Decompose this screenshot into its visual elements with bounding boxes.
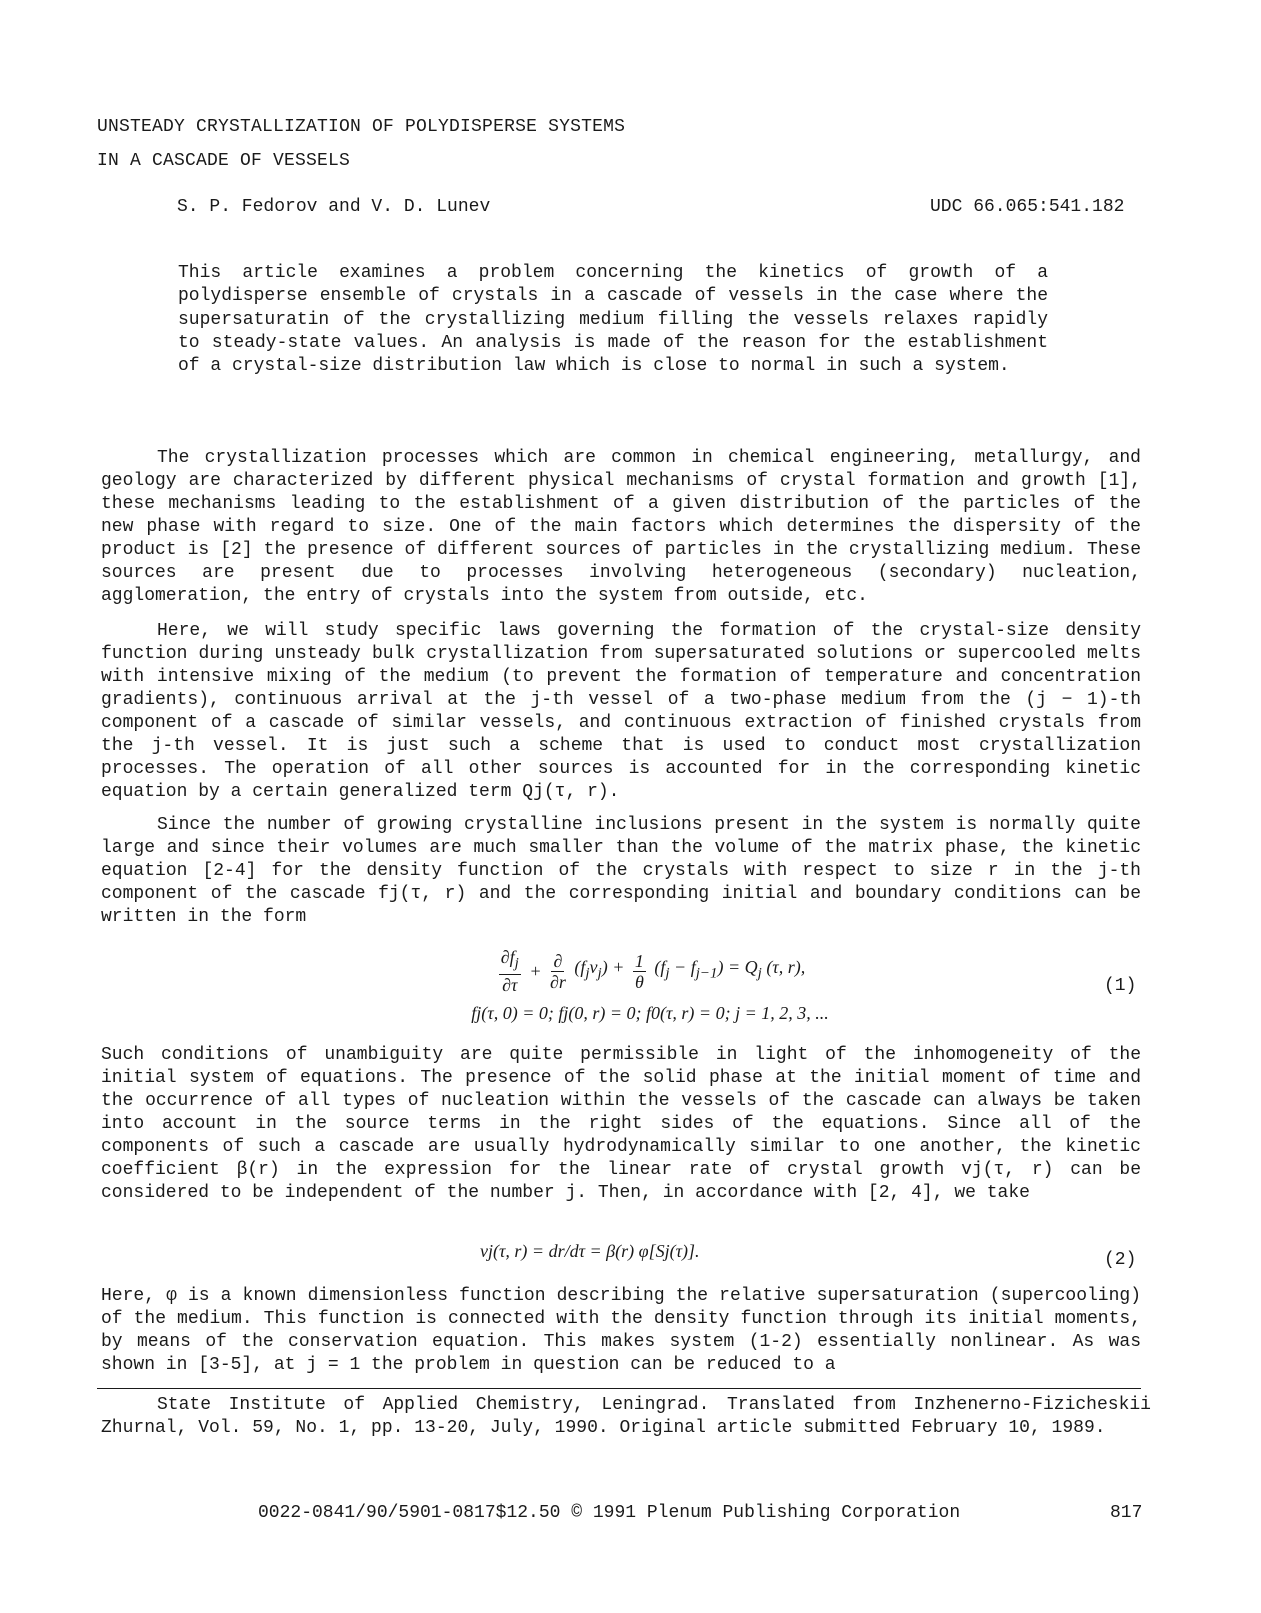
paragraph-text: Such conditions of unambiguity are quite permissible in light of the inhomogeneity of the initial system of equations. The presence of the solid phase at the initial moment of time and the occurrence of all types of nucleation within the vessels of the cascade can always be taken into account in the source terms in the right sides of the equations. Since all of the components of such a cascade are usually hydrodynamically similar to one another, the kinetic coefficient β(r) in the expression for the linear rate of crystal growth vj(τ, r) can be considered to be independent of the number j. Then, in accordance with [2, 4], we take bbox=[101, 1045, 1141, 1203]
article-title bbox=[97, 116, 997, 184]
paragraph-4 bbox=[101, 1044, 1141, 1205]
fraction-one-theta: $\frac{1}{\theta}$ bbox=[634, 950, 644, 992]
fraction-d-dr: $\frac{\partial}{\partial r}$ bbox=[549, 950, 566, 992]
fraction-df-dtau: $\frac{\partial f_j}{\partial\tau}$ bbox=[500, 947, 519, 995]
equation-number-1: (1) bbox=[1104, 976, 1137, 996]
equation-1-conditions: fj(τ, 0) = 0; fj(0, r) = 0; f0(τ, r) = 0; j = 1, 2, 3, ... bbox=[471, 1003, 829, 1023]
paragraph-text: Here, we will study specific laws governing the formation of the crystal-size density function during unsteady bulk crystallization from supersaturated solutions or supercooled melts with intensive mixing of the medium (to prevent the formation of temperature and concentration gradients), continuous arrival at the j-th vessel of a two-phase medium from the (j − 1)-th component of a cascade of similar vessels, and continuous extraction of finished crystals from the j-th vessel. It is just such a scheme that is used to conduct most crystallization processes. The operation of all other sources is accounted for in the corresponding kinetic equation by a certain generalized term Qj(τ, r). bbox=[101, 621, 1141, 802]
paragraph-5 bbox=[101, 1285, 1141, 1377]
footnote-text: State Institute of Applied Chemistry, Leningrad. Translated from Inzhenerno-Fizicheskii Zhurnal, Vol. 59, No. 1, pp. 13-20, July, 1990. Original article submitted February 10, 1989. bbox=[101, 1395, 1151, 1438]
authors: S. P. Fedorov and V. D. Lunev bbox=[177, 197, 491, 217]
equation-1 bbox=[350, 946, 950, 1025]
publisher-line: 0022-0841/90/5901-0817$12.50 © 1991 Plenum Publishing Corporation bbox=[258, 1503, 961, 1523]
udc-code: UDC 66.065:541.182 bbox=[930, 197, 1125, 217]
equation-number-2: (2) bbox=[1104, 1250, 1137, 1270]
footnote bbox=[101, 1394, 1151, 1440]
equation-2: vj(τ, r) = dr/dτ = β(r) φ[Sj(τ)]. bbox=[480, 1241, 700, 1261]
paragraph-text: The crystallization processes which are common in chemical engineering, metallurgy, and geology are characterized by different physical mechanisms of crystal formation and growth [1], these mechanisms leading to the establishment of a given distribution of the particles of the new phase with regard to size. One of the main factors which determines the dispersity of the product is [2] the presence of different sources of particles in the crystallizing medium. These sources are present due to processes involving heterogeneous (secondary) nucleation, agglomeration, the entry of crystals into the system from outside, etc. bbox=[101, 448, 1141, 606]
page-number: 817 bbox=[1110, 1503, 1143, 1523]
paragraph-3 bbox=[101, 814, 1141, 929]
title-line-2: IN A CASCADE OF VESSELS bbox=[97, 151, 351, 171]
abstract: This article examines a problem concerning the kinetics of growth of a polydisperse ensemble of crystals in a cascade of vessels in the case where the supersaturatin of the crystallizing medium filling the vessels relaxes rapidly to steady-state values. An analysis is made of the reason for the establishment of a crystal-size distribution law which is close to normal in such a system. bbox=[178, 263, 1048, 377]
footnote-divider bbox=[97, 1388, 1141, 1389]
paragraph-2 bbox=[101, 620, 1141, 804]
title-line-1: UNSTEADY CRYSTALLIZATION OF POLYDISPERSE SYSTEMS bbox=[97, 117, 626, 137]
paragraph-text: Since the number of growing crystalline inclusions present in the system is normally quite large and since their volumes are much smaller than the volume of the matrix phase, the kinetic equation [2-4] for the density function of the crystals with respect to size r in the j-th component of the cascade fj(τ, r) and the corresponding initial and boundary conditions can be written in the form bbox=[101, 815, 1141, 927]
paragraph-1 bbox=[101, 447, 1141, 608]
equation-1-main: $\frac{\partial f_j}{\partial\tau}$ + $\frac{\partial}{\partial r}$ $(f_jv_j)$ + $\frac{1}{\theta}$ $(f_j - f_{j-1}) = Q_j$ (τ, r), bbox=[500, 947, 806, 995]
paragraph-text: Here, φ is a known dimensionless function describing the relative supersaturation (supercooling) of the medium. This function is connected with the density function through its initial moments, by means of the conservation equation. This makes system (1-2) essentially nonlinear. As was shown in [3-5], at j = 1 the problem in question can be reduced to a bbox=[101, 1286, 1141, 1375]
